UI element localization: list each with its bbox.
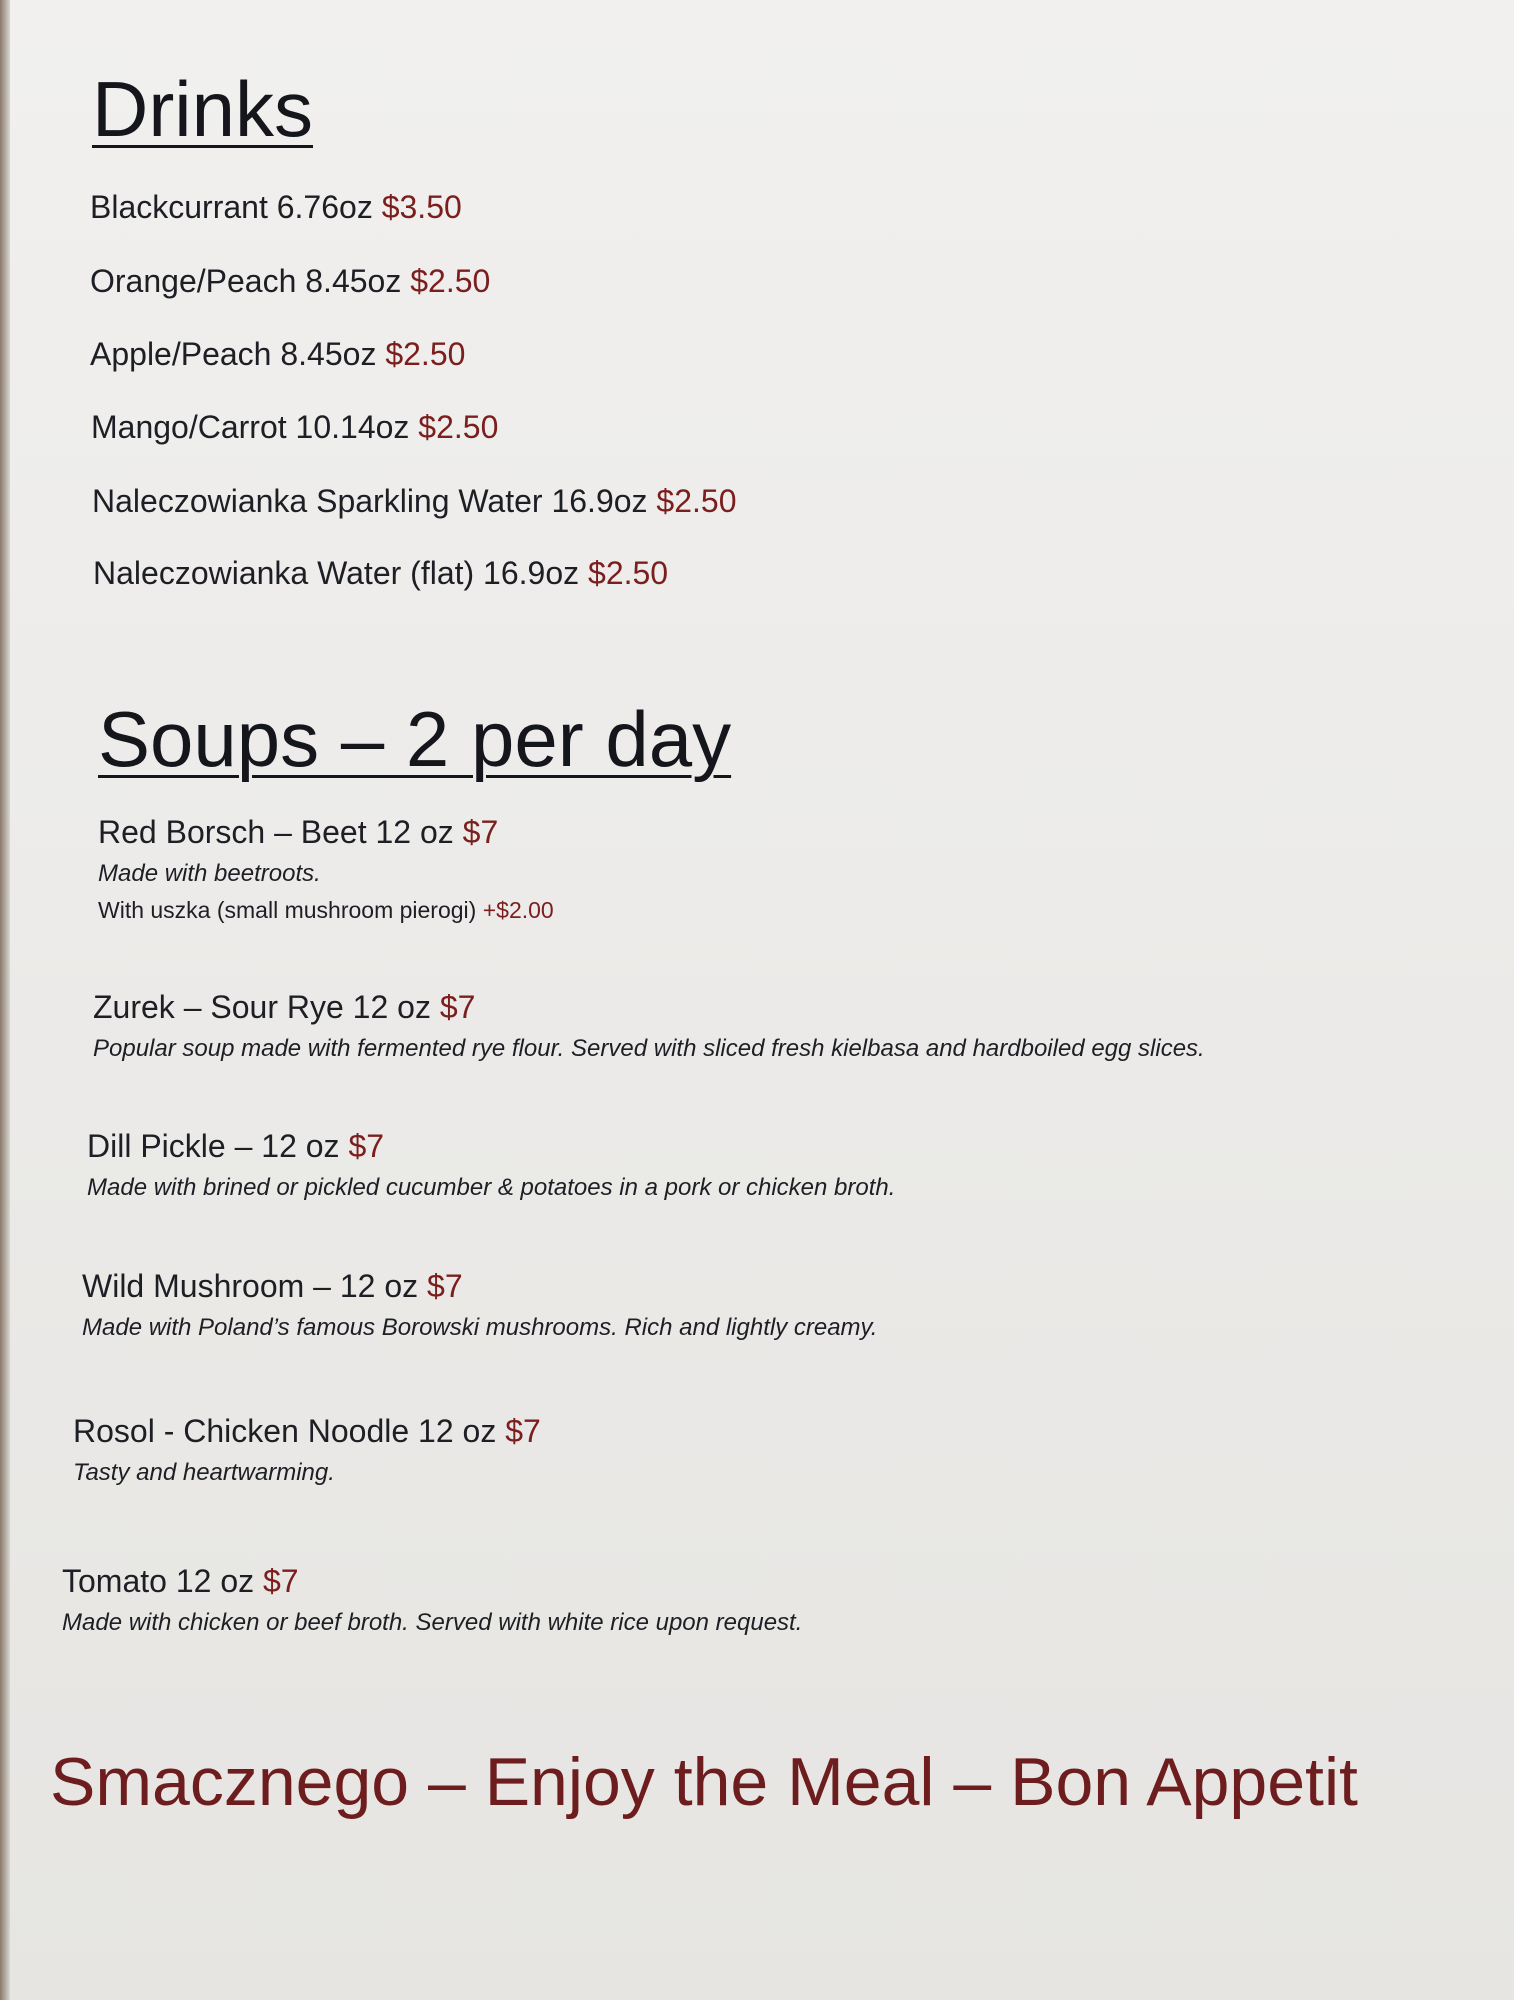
soup-item [82, 1269, 877, 1343]
addon-label: With uszka (small mushroom pierogi) [98, 896, 477, 923]
soup-name: Dill Pickle – 12 oz [87, 1128, 340, 1164]
soup-name: Zurek – Sour Rye 12 oz [93, 989, 431, 1025]
drink-name: Apple/Peach 8.45oz [90, 336, 377, 372]
soup-name: Red Borsch – Beet 12 oz [98, 814, 454, 850]
soups-title: Soups – 2 per day [98, 695, 732, 783]
drink-price: $2.50 [410, 263, 491, 299]
addon-price: +$2.00 [482, 896, 554, 923]
soup-heading [87, 1129, 895, 1164]
drink-price: $2.50 [656, 483, 737, 519]
soup-price: $7 [462, 814, 499, 850]
soup-heading [73, 1414, 541, 1449]
drink-item [90, 190, 462, 225]
soup-item [93, 990, 1205, 1064]
footer-greeting: Smacznego – Enjoy the Meal – Bon Appetit [50, 1744, 1358, 1820]
soup-description: Made with brined or pickled cucumber & potatoes in a pork or chicken broth. [87, 1174, 896, 1202]
drink-price: $2.50 [418, 409, 499, 445]
drink-item [91, 410, 498, 445]
soup-name: Rosol - Chicken Noodle 12 oz [73, 1413, 497, 1449]
soup-description: Popular soup made with fermented rye flour. Served with sliced fresh kielbasa and hardboiled egg slices. [93, 1035, 1205, 1063]
drink-price: $3.50 [381, 189, 462, 225]
soup-name: Tomato 12 oz [62, 1563, 255, 1599]
soup-price: $7 [263, 1563, 299, 1599]
drinks-title: Drinks [92, 65, 314, 153]
soup-price: $7 [505, 1413, 541, 1449]
soup-item [98, 815, 554, 925]
drink-name: Orange/Peach 8.45oz [90, 263, 402, 299]
drink-item [93, 556, 668, 591]
soup-item [73, 1414, 541, 1488]
drink-name: Mango/Carrot 10.14oz [91, 409, 410, 445]
soup-heading [93, 990, 1205, 1025]
drink-item [90, 337, 465, 372]
soup-description: Made with chicken or beef broth. Served with white rice upon request. [62, 1609, 803, 1637]
soup-price: $7 [439, 989, 476, 1025]
soup-item [62, 1564, 802, 1638]
drink-name: Naleczowianka Water (flat) 16.9oz [93, 555, 580, 591]
soup-heading [82, 1269, 877, 1304]
soup-item [87, 1129, 895, 1203]
page-edge [0, 0, 10, 2000]
soup-heading [98, 815, 554, 850]
drink-name: Blackcurrant 6.76oz [90, 189, 373, 225]
soup-price: $7 [348, 1128, 385, 1164]
drink-price: $2.50 [385, 336, 466, 372]
soup-description: Tasty and heartwarming. [73, 1459, 335, 1487]
soup-heading [62, 1564, 802, 1599]
drink-item [90, 264, 490, 299]
soup-description: Made with beetroots. [98, 860, 321, 888]
soup-price: $7 [427, 1268, 463, 1304]
drink-price: $2.50 [588, 555, 669, 591]
soup-name: Wild Mushroom – 12 oz [82, 1268, 419, 1304]
soup-description: Made with Poland’s famous Borowski mushrooms. Rich and lightly creamy. [82, 1314, 878, 1342]
drink-item [92, 484, 737, 519]
soup-addon [98, 897, 554, 925]
drink-name: Naleczowianka Sparkling Water 16.9oz [92, 483, 648, 519]
